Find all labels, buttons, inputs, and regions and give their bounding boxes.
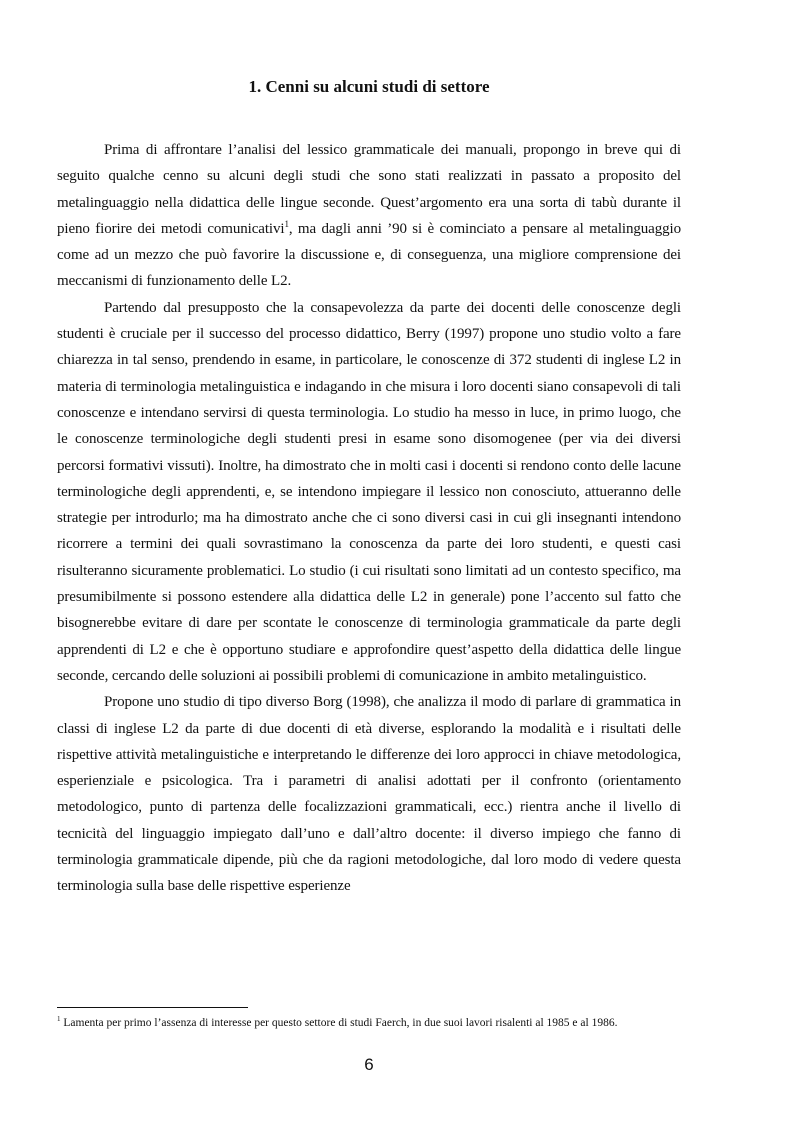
footnote-reference[interactable]: 1 bbox=[284, 218, 289, 229]
footnote bbox=[57, 1016, 681, 1031]
section-title: 1. Cenni su alcuni studi di settore bbox=[248, 77, 490, 96]
footnote-marker: 1 bbox=[57, 1015, 61, 1024]
paragraph-2: Partendo dal presupposto che la consapevolezza da parte dei docenti delle conoscenze degli studenti è cruciale per il successo del processo didattico, Berry (1997) propone uno studio volto a fare chiarezza in tal senso, prendendo in esame, in particolare, le conoscenze di 372 studenti di inglese L2 in materia di terminologia metalinguistica e indagando in che misura i loro docenti siano consapevoli di tali conoscenze e intendano servirsi di questa terminologia. Lo studio ha messo in luce, in primo luogo, che le conoscenze terminologiche degli studenti presi in esame sono disomogenee (per via dei diversi percorsi formativi vissuti). Inoltre, ha dimostrato che in molti casi i docenti si rendono conto delle lacune terminologiche degli apprendenti, e, se intendono impiegare il lessico non conosciuto, attueranno delle strategie per introdurlo; ma ha dimostrato anche che ci sono diversi casi in cui gli insegnanti intendono ricorrere a termini dei quali sovrastimano la conoscenza da parte dei loro studenti, e questi casi risulteranno sicuramente problematici. Lo studio (i cui risultati sono limitati ad un contesto specifico, ma presumibilmente si possono estendere alla didattica delle L2 in generale) pone l’accento sul fatto che bisognerebbe evitare di dare per scontate le conoscenze di terminologia grammaticale da parte degli apprendenti di L2 e che è opportuno studiare e approfondire quest’aspetto della didattica delle lingue seconde, cercando delle soluzioni ai possibili problemi di comunicazione in ambito metalinguistico. bbox=[57, 299, 681, 684]
page-number: 6 bbox=[364, 1055, 374, 1074]
paragraph-1-text-start: Prima di affrontare l’analisi del lessico grammaticale dei manuali, propongo in breve qui di seguito qualche cenno su alcuni degli studi che sono stati realizzati in passato a proposito del metalinguaggio nella didattica delle lingue seconde. Quest’argomento era una sorta di tabù durante il pieno fiorire dei metodi comunicativi bbox=[57, 142, 681, 237]
footnote-text: Lamenta per primo l’assenza di interesse per questo settore di studi Faerch, in due suoi lavori risalenti al 1985 e al 1986. bbox=[60, 1017, 618, 1029]
paragraph-1 bbox=[57, 137, 681, 295]
footnote-divider bbox=[57, 1007, 248, 1008]
paragraph-3: Propone uno studio di tipo diverso Borg (1998), che analizza il modo di parlare di grammatica in classi di inglese L2 da parte di due docenti di età diverse, esplorando la modalità e i risultati delle rispettive attività metalinguistiche e interpretando le differenze dei loro approcci in chiave metodologica, esperienziale e psicologica. Tra i parametri di analisi adottati per il confronto (orientamento metodologico, punto di partenza delle focalizzazioni grammaticali, ecc.) rientra anche il livello di tecnicità del linguaggio impiegato dall’uno e dall’altro docente: il diverso impiego che fanno di terminologia grammaticale dipende, più che da ragioni metodologiche, dal loro modo di vedere questa terminologia sulla base delle rispettive esperienze bbox=[57, 694, 681, 895]
paragraph-1-text-end: , ma dagli anni ’90 si è cominciato a pensare al metalinguaggio come ad un mezzo che può favorire la discussione e, di conseguenza, una migliore comprensione dei meccanismi di funzionamento delle L2. bbox=[57, 220, 681, 290]
body-text bbox=[57, 137, 681, 900]
